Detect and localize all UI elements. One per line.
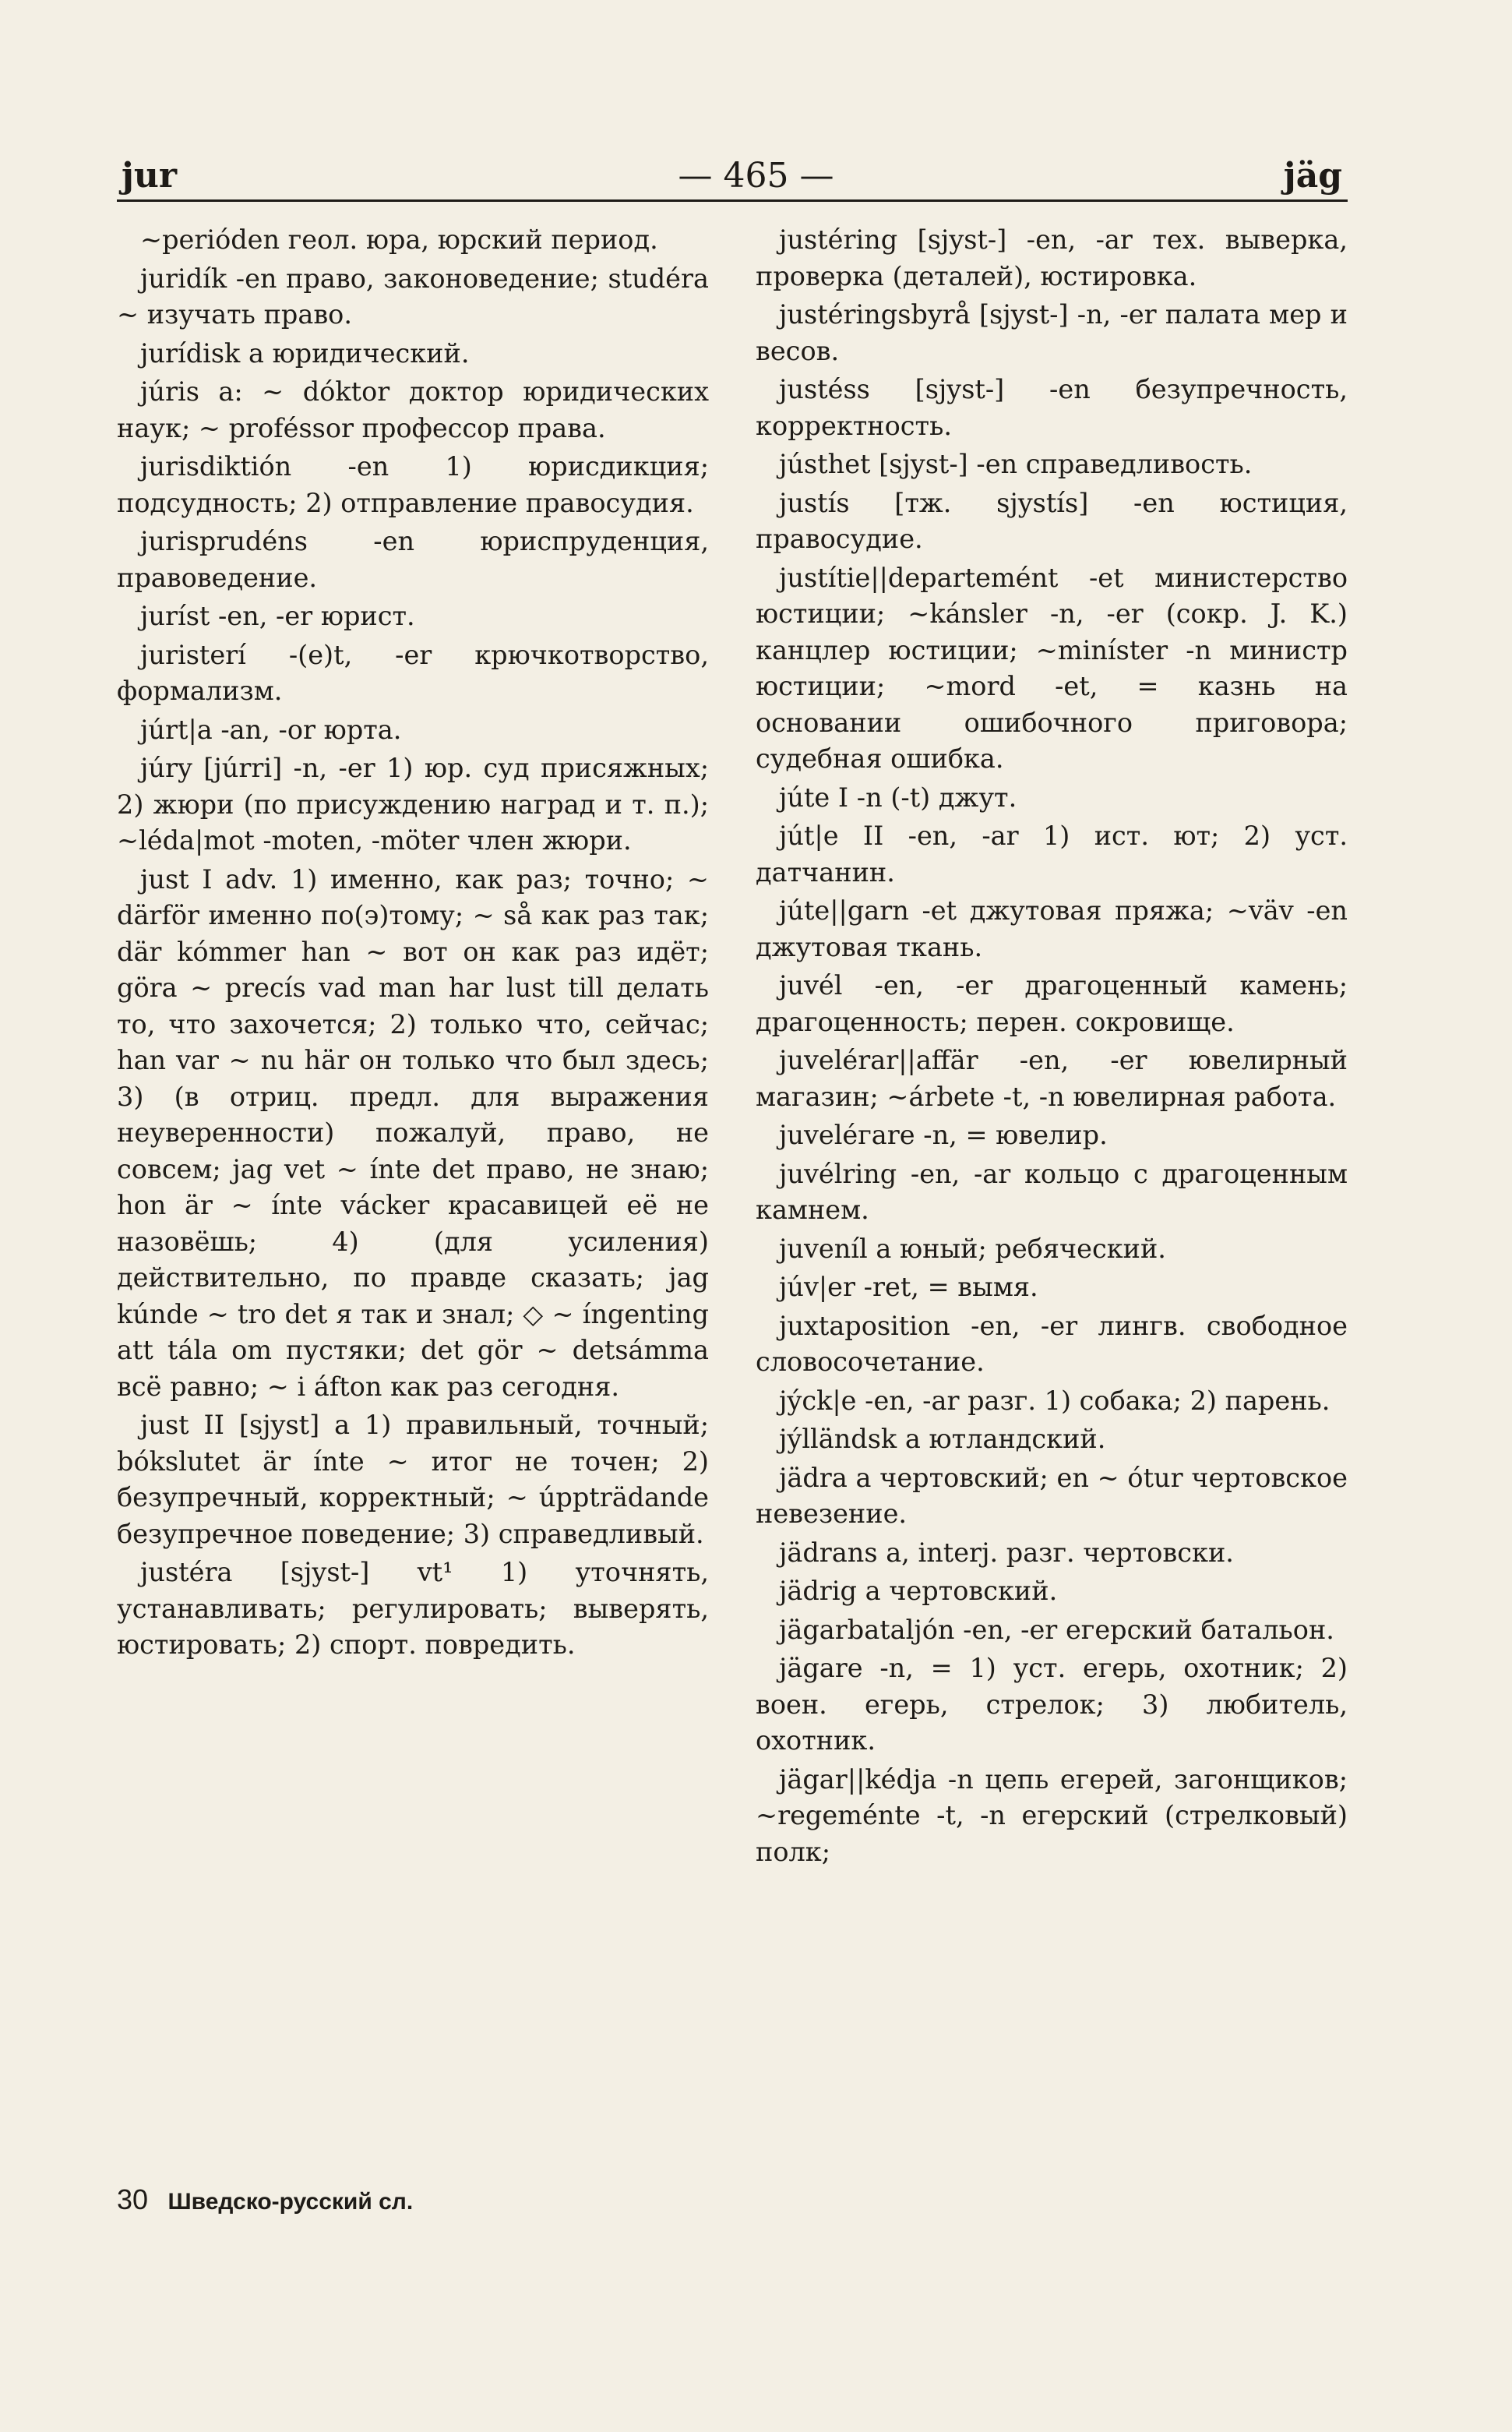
- dictionary-entry: juríst -en, -er юрист.: [140, 601, 415, 631]
- left-guide-word: jur: [122, 156, 178, 196]
- dictionary-entry: jút|e II -en, -ar 1) ист. ют; 2) уст. датчанин.: [756, 821, 1348, 888]
- dictionary-entry: justéring [sjyst-] -en, -ar тех. выверка, проверка (деталей), юстировка.: [756, 224, 1348, 291]
- dictionary-entry: just II [sjyst] a 1) правильный, точный; bókslutet är ínte ~ итог не точен; 2) безупречный, корректный; ~ úppträdande безупречное поведение; 3) справедливый.: [117, 1410, 709, 1549]
- header-rule: [117, 199, 1348, 202]
- dictionary-entry: jägare -n, = 1) уст. егерь, охотник; 2) воен. егерь, стрелок; 3) любитель, охотник.: [756, 1653, 1348, 1756]
- dictionary-entry: jurisdiktión -en 1) юрисдикция; подсудность; 2) отправление правосудия.: [117, 451, 709, 518]
- dictionary-entry: júry [júrri] -n, -er 1) юр. суд присяжных; 2) жюри (по присуждению наград и т. п.); ~léda|mot -moten, -möter член жюри.: [117, 753, 709, 856]
- sheet-number: 30: [117, 2183, 149, 2215]
- dictionary-entry: ~perióden геол. юра, юрский период.: [140, 224, 658, 255]
- dictionary-entry: jädra a чертовский; en ~ ótur чертовское невезение.: [756, 1462, 1348, 1529]
- dictionary-entry: juvél -en, -er драгоценный камень; драгоценность; перен. сокровище.: [756, 970, 1348, 1037]
- dictionary-entry: júte I -n (-t) джут.: [779, 782, 1017, 813]
- right-guide-word: jäg: [1283, 156, 1342, 196]
- dictionary-entry: jädrig a чертовский.: [779, 1576, 1058, 1606]
- dictionary-entry: juvelérar||affär -en, -er ювелирный магазин; ~árbete -t, -n ювелирная работа.: [756, 1045, 1348, 1112]
- dictionary-entry: jurídisk a юридический.: [140, 337, 470, 369]
- dictionary-entry: jurisprudéns -en юриспруденция, правоведение.: [117, 526, 709, 593]
- dictionary-entry: júte||garn -et джутовая пряжа; ~väv -en джутовая ткань.: [756, 895, 1348, 962]
- dictionary-entry: juvélring -en, -ar кольцо с драгоценным камнем.: [756, 1158, 1348, 1225]
- dictionary-entry: justéra [sjyst-] vt¹ 1) уточнять, устанавливать; регулировать; выверять, юстировать; 2) спорт. повредить.: [117, 1557, 709, 1660]
- dictionary-entry: jýlländsk a ютландский.: [779, 1424, 1106, 1454]
- dictionary-entry: jústhet [sjyst-] -en справедливость.: [779, 449, 1253, 479]
- right-column: [756, 222, 1348, 1873]
- dictionary-entry: júv|er -ret, = вымя.: [779, 1272, 1038, 1302]
- page-footer: [117, 2182, 413, 2220]
- dictionary-entry: jägar||kédja -n цепь егерей, загонщиков; ~regeménte -t, -n егерский (стрелковый) полк;: [756, 1763, 1348, 1867]
- dictionary-entry: justéss [sjyst-] -en безупречность, корректность.: [756, 374, 1348, 441]
- dictionary-entry: justítie||departemént -et министерство юстиции; ~kánsler -n, -er (сокр. J. K.) канцлер юстиции; ~minístеr -n министр юстиции; ~mord -et, = казнь на основании ошибочного приговора; судебная ошибка.: [756, 562, 1348, 774]
- book-title: Шведско-русский сл.: [167, 2189, 414, 2215]
- dictionary-entry: juristerí -(e)t, -er крючкотворство, формализм.: [117, 639, 709, 706]
- dictionary-entry: juveléгare -n, = ювелир.: [779, 1120, 1108, 1150]
- dictionary-entry: jägarbataljón -en, -er егерский батальон.: [779, 1614, 1334, 1645]
- dictionary-entry: juridík -en право, законоведение; studéra ~ изучать право.: [117, 263, 709, 330]
- dictionary-entry: jýck|e -en, -ar разг. 1) собака; 2) парень.: [779, 1385, 1330, 1416]
- left-column: [117, 222, 709, 1666]
- dictionary-entry: juxtaposition -en, -er лингв. свободное словосочетание.: [756, 1310, 1348, 1377]
- dictionary-entry: just I adv. 1) именно, как раз; точно; ~ därför именно по(э)тому; ~ så как раз так; där kómmer han ~ вот он как раз идёт; göra ~ precís vad man har lust till делать то, что захочется; 2) только что, сейчас; han var ~ nu här он только что был здесь; 3) (в отриц. предл. для выражения неуверенности) пожалуй, право, не совсем; jag vet ~ ínte det право, не знаю; hon är ~ ínte vácker красавицей её не назовёшь; 4) (для усиления) действительно, по правде сказать; jag kúnde ~ tro det я так и знал; ◇ ~ íngenting att tála om пустяки; det gör ~ detsámma всё равно; ~ i áfton как раз сегодня.: [117, 863, 709, 1402]
- dictionary-entry: jädrans a, interj. разг. чертовски.: [779, 1537, 1234, 1568]
- dictionary-entry: justís [тж. sjystís] -en юстиция, правосудие.: [756, 487, 1348, 554]
- dictionary-entry: júrt|a -an, -or юрта.: [140, 714, 402, 745]
- page-number: — 465 —: [678, 156, 834, 196]
- dictionary-entry: júris a: ~ dóktor доктор юридических наук; ~ proféssor профессор права.: [117, 376, 709, 443]
- dictionary-entry: juveníl a юный; ребяческий.: [779, 1233, 1166, 1264]
- dictionary-entry: justéringsbyrå [sjyst-] -n, -er палата мер и весов.: [756, 299, 1348, 366]
